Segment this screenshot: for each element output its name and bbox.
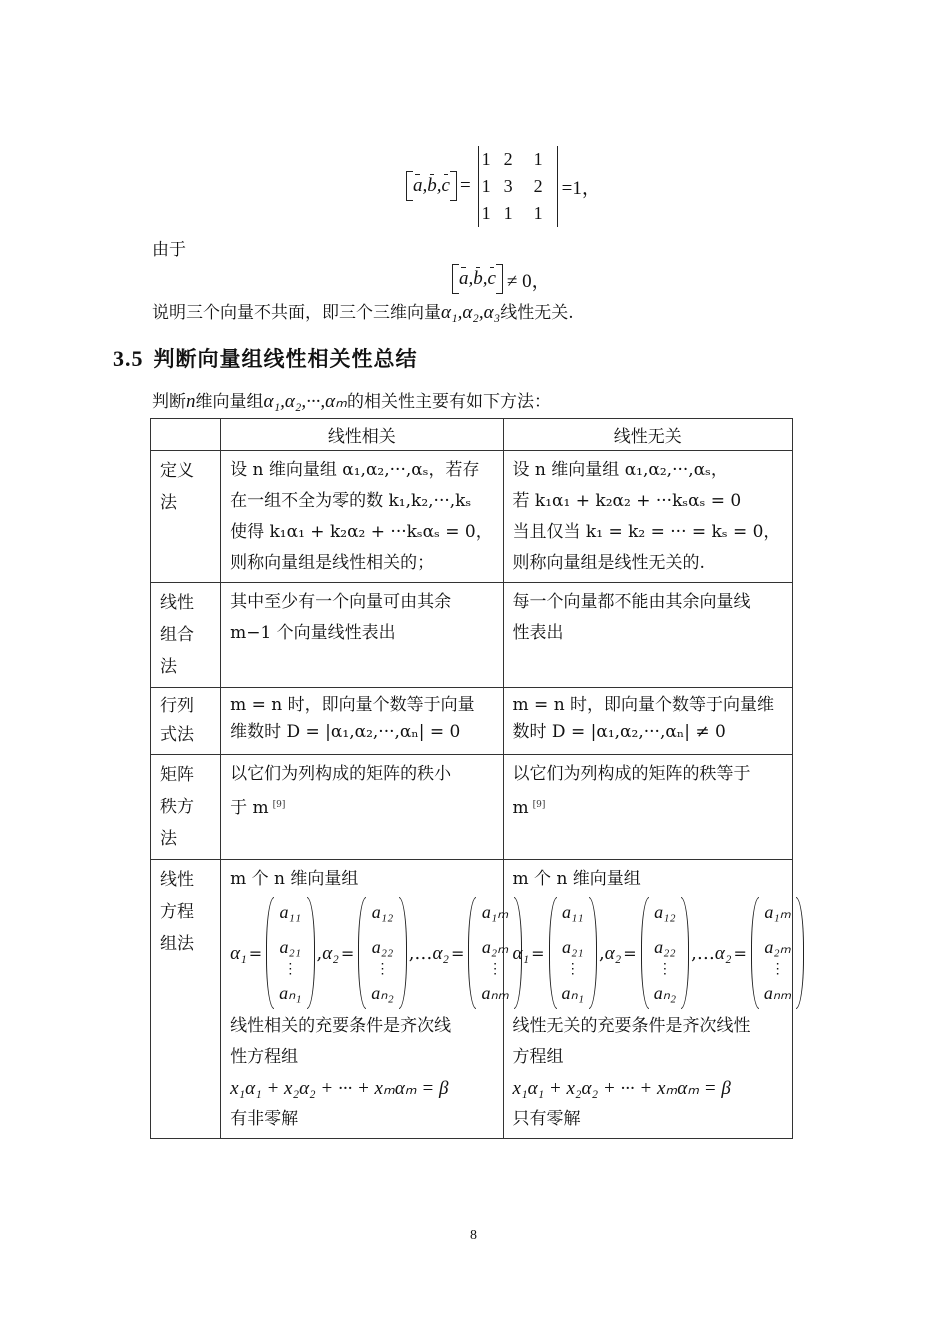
matrix-cell: 1: [533, 202, 543, 223]
vector-c: c: [441, 175, 450, 196]
dependent-cell: [221, 755, 502, 827]
nonzero-inequality: a,b,c ≠ 0，: [452, 264, 551, 294]
vector-a: a: [413, 175, 423, 196]
vector-entry: a₂₁: [561, 936, 584, 957]
vector-definitions: α₁ = a₁₁ a₂₁ ⋮ aₙ₁ , α₂ = a₁₂ a₂₂ ⋮ aₙ₂ ,… α₂ = a₁ₘ a₂ₘ ⋮ aₙₘ: [230, 895, 493, 1011]
independent-cell: [504, 860, 792, 1138]
matrix-cell: 1: [503, 202, 513, 223]
determinant-result: =1，: [561, 177, 601, 199]
table-row: [151, 755, 793, 860]
method-label: 行列式法: [160, 696, 194, 745]
vdots-icon: ⋮: [375, 962, 390, 978]
conclusion-text: [152, 303, 574, 323]
vector-name: α₁: [230, 942, 247, 964]
vector-entry: aₙ₁: [561, 982, 584, 1003]
cell-line: 则称向量组是线性相关的；: [230, 553, 435, 573]
section-number: 3.5: [113, 346, 144, 371]
independent-cell: [504, 688, 792, 749]
left-bracket: [406, 171, 413, 201]
vector-entry: a₁₂: [371, 902, 394, 922]
vector-entry: aₙ₁: [279, 982, 302, 1003]
method-label: 矩阵秩方法: [160, 765, 194, 849]
dependent-cell: [221, 860, 509, 1138]
cell-line: 以它们为列构成的矩阵的秩等于: [512, 764, 751, 784]
conclusion-vectors: α₁,α₂,α₃: [441, 302, 501, 323]
table-header-row: [151, 419, 793, 451]
vector-entry: a₂ₘ: [764, 936, 791, 957]
cell-line: 当且仅当 k₁ = k₂ = ··· = kₛ = 0，: [512, 522, 781, 542]
intro-n: n: [186, 391, 196, 412]
table-row: [151, 860, 793, 1139]
group-label: m 个 n 维向量组: [230, 869, 359, 889]
vector-b: b: [473, 268, 483, 289]
header-dependent: 线性相关: [221, 419, 503, 451]
vector-name: α₂: [322, 942, 339, 964]
dependent-cell: [221, 583, 502, 652]
conclusion-after: 线性无关.: [500, 303, 574, 323]
cell-line: 在一组不全为零的数 k₁,k₂,···,kₛ: [230, 491, 472, 511]
cell-line: 若 k₁α₁ + k₂α₂ + ···kₛαₛ = 0: [512, 491, 742, 511]
table-row: [151, 688, 793, 755]
intro-before: 判断: [152, 392, 186, 412]
determinant-equation: a,b,c = 1 2 1 1 3 2 1 1 1 =1，: [406, 146, 601, 226]
matrix-cell: 2: [533, 175, 543, 196]
vector-b: b: [427, 175, 437, 196]
cell-line: 每一个向量都不能由其余向量线: [512, 592, 751, 612]
matrix-cell: 1: [481, 202, 491, 223]
vector-entry: a₁₂: [654, 902, 676, 922]
summary-table: [150, 418, 793, 1139]
vector-entry: a₁₁: [561, 902, 584, 922]
determinant-matrix: [478, 146, 558, 227]
vector-name: α₂: [604, 942, 622, 964]
because-text: 由于: [152, 240, 186, 260]
vector-name: α₂: [714, 942, 732, 964]
cell-line: 其中至少有一个向量可由其余: [230, 592, 452, 612]
vdots-icon: ⋮: [657, 962, 672, 978]
header-method: [151, 419, 221, 451]
conclusion-before: 说明三个向量不共面，即三个三维向量: [152, 303, 441, 323]
independent-cell: [504, 583, 792, 652]
dependent-cell: [221, 451, 502, 582]
cell-line: 性表出: [512, 623, 564, 643]
vector-name: α₁: [512, 942, 530, 964]
table-row: [151, 451, 793, 583]
citation-ref[interactable]: [9]: [532, 800, 546, 810]
right-bracket: [450, 171, 457, 201]
section-heading: [113, 343, 418, 373]
vector-entry: a₂₂: [654, 936, 676, 957]
vdots-icon: ⋮: [565, 962, 580, 978]
equation-line: x₁α₁ + x₂α₂ + ··· + xₘαₘ = β: [230, 1078, 449, 1099]
cell-line: 以它们为列构成的矩阵的秩小: [230, 764, 452, 784]
group-label: m 个 n 维向量组: [512, 869, 641, 889]
matrix-cell: 1: [481, 148, 491, 169]
vdots-icon: ⋮: [770, 962, 785, 978]
vector-entry: aₙₘ: [763, 982, 792, 1003]
vector-entry: aₙ₂: [371, 982, 394, 1003]
vdots-icon: ⋮: [283, 962, 298, 978]
cell-line: 线性相关的充要条件是齐次线: [230, 1016, 452, 1036]
cell-line: 线性无关的充要条件是齐次线性: [512, 1016, 751, 1036]
cell-line: 则称向量组是线性无关的.: [512, 553, 705, 573]
cell-line: 设 n 维向量组 α₁,α₂,···,αₛ，: [512, 460, 728, 480]
cell-line: 方程组: [512, 1047, 564, 1067]
vector-definitions: α₁ = a₁₁ a₂₁ ⋮ aₙ₁ , α₂ = a₁₂ a₂₂ ⋮ aₙ₂ ,… α₂ = a₁ₘ a₂ₘ ⋮ aₙₘ: [513, 895, 783, 1011]
equation-line: x₁α₁ + x₂α₂ + ··· + xₘαₘ = β: [512, 1078, 731, 1099]
intro-text: [152, 392, 551, 412]
matrix-cell: 1: [481, 175, 491, 196]
page-number: 8: [470, 1228, 477, 1243]
header-independent: 线性无关: [503, 419, 792, 451]
vector-entry: a₁₁: [279, 902, 302, 922]
vector-entry: aₙ₂: [653, 982, 677, 1003]
vdots-icon: ⋮: [488, 962, 503, 978]
inequality-rhs: ≠ 0，: [506, 270, 551, 292]
table-row: [151, 583, 793, 688]
cell-line: m = n 时，即向量个数等于向量: [230, 695, 475, 715]
vector-entry: a₂₁: [279, 936, 302, 957]
matrix-cell: 1: [533, 148, 543, 169]
vector-name: α₂: [432, 942, 450, 964]
vector-c: c: [487, 268, 496, 289]
cell-line: m = n 时，即向量个数等于向量维: [512, 695, 775, 715]
vector-entry: a₂₂: [371, 936, 394, 957]
matrix-cell: 2: [503, 148, 513, 169]
intro-after: 的相关性主要有如下方法：: [346, 392, 551, 412]
cell-line: 性方程组: [230, 1047, 299, 1067]
matrix-cell: 3: [503, 175, 513, 196]
independent-cell: [504, 451, 792, 582]
dependent-cell: [221, 688, 502, 749]
vector-entry: a₁ₘ: [764, 902, 791, 922]
cell-line: 于 m: [230, 798, 269, 818]
intro-vectors: α₁,α₂,···,αₘ: [263, 391, 347, 412]
intro-mid: 维向量组: [195, 392, 264, 412]
citation-ref[interactable]: [9]: [272, 800, 286, 810]
vector-entry: a₂ₘ: [481, 936, 509, 957]
cell-line: 设 n 维向量组 α₁,α₂,···,αₛ，若存: [230, 460, 480, 480]
cell-line: 有非零解: [230, 1109, 299, 1129]
method-label: 线性组合法: [160, 593, 194, 677]
section-title: 判断向量组线性相关性总结: [153, 347, 418, 371]
vector-entry: a₁ₘ: [481, 902, 509, 922]
vector-a: a: [459, 268, 469, 289]
vector-entry: aₙₘ: [481, 982, 509, 1003]
cell-line: 只有零解: [512, 1109, 581, 1129]
method-label: 定义法: [160, 461, 194, 513]
cell-line: 使得 k₁α₁ + k₂α₂ + ···kₛαₛ = 0，: [230, 522, 493, 542]
cell-line: m: [512, 798, 529, 818]
cell-line: 数时 D = |α₁,α₂,···,αₙ| ≠ 0: [512, 722, 726, 742]
cell-line: 维数时 D = |α₁,α₂,···,αₙ| = 0: [230, 722, 461, 742]
method-label: 线性方程组法: [160, 870, 194, 954]
cell-line: m−1 个向量线性表出: [230, 623, 396, 643]
independent-cell: [504, 755, 792, 827]
